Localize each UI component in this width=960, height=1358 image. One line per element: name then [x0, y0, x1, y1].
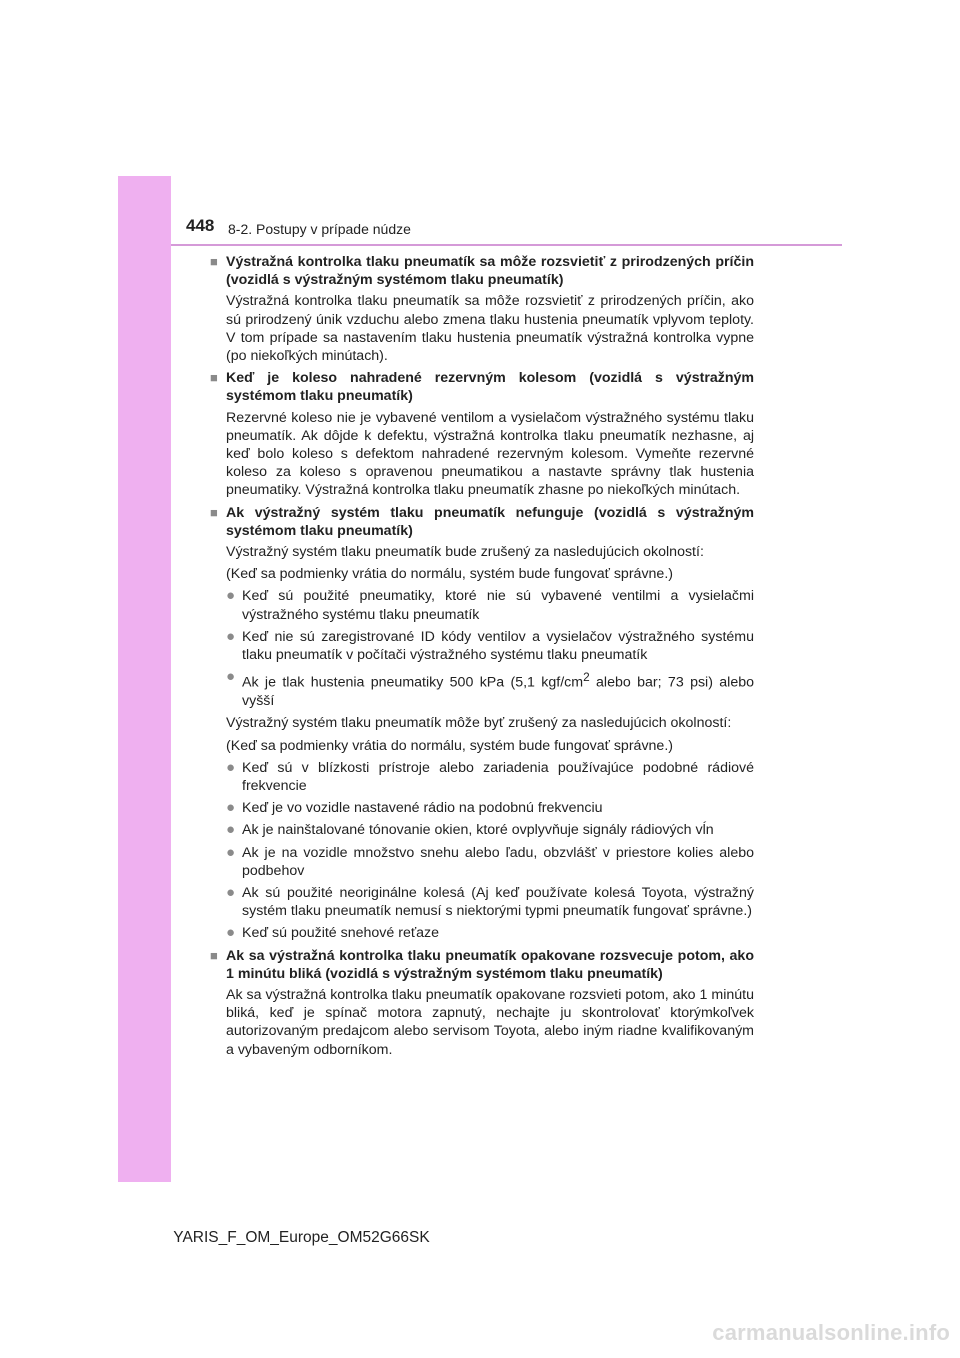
- square-bullet-icon: ■: [210, 504, 218, 520]
- dot-bullet-icon: ●: [226, 821, 236, 839]
- heading-2: ■ Keď je koleso nahradené rezervným kolesom (vozidlá s výstražným systémom tlaku pneumatík): [210, 370, 754, 405]
- paragraph: (Keď sa podmienky vrátia do normálu, systém bude fungovať správne.): [226, 566, 673, 583]
- list-item: ● Ak je nainštalované tónovanie okien, ktoré ovplyvňuje signály rádiových vĺn: [226, 821, 714, 839]
- list-item: ● Keď sú v blízkosti prístroje alebo zariadenia používajúce podobné rádiové frekvencie: [226, 758, 754, 795]
- list-item: ● Ak je tlak hustenia pneumatiky 500 kPa (5,1 kgf/$cm^2$ alebo bar; 73 psi) alebo vyšší: [226, 668, 754, 710]
- header-rule: [171, 244, 842, 246]
- paragraph: Rezervné koleso nie je vybavené ventilom a vysielačom výstražného systému tlaku pneumatík. Ak dôjde k defektu, výstražná kontrolka tlaku pneumatík nezhasne, aj keď bolo koleso s defektom nahradené rezervným kolesom. Vymeňte rezervné koleso za koleso s opravenou pneumatikou a nastavte správny tlak hustenia pneumatiky. Výstražná kontrolka tlaku pneumatík zhasne po niekoľkých minútach.: [226, 409, 754, 499]
- dot-bullet-icon: ●: [226, 843, 236, 861]
- page-content: [210, 253, 754, 1063]
- list-item: ● Ak je na vozidle množstvo snehu alebo ľadu, obzvlášť v priestore kolies alebo podbehov: [226, 843, 754, 879]
- dot-bullet-icon: ●: [226, 627, 236, 645]
- dot-bullet-icon: ●: [226, 758, 236, 776]
- dot-bullet-icon: ●: [226, 587, 236, 605]
- square-bullet-icon: ■: [210, 254, 218, 269]
- square-bullet-icon: ■: [210, 947, 218, 963]
- dot-bullet-icon: ●: [226, 799, 236, 817]
- heading-3: ■ Ak výstražný systém tlaku pneumatík nefunguje (vozidlá s výstražným systémom tlaku pneumatík): [210, 504, 754, 539]
- dot-bullet-icon: ●: [226, 924, 236, 942]
- dot-bullet-icon: ●: [226, 668, 236, 686]
- list-item: ● Keď sú použité pneumatiky, ktoré nie sú vybavené ventilmi a vysielačmi výstražného systému tlaku pneumatík: [226, 587, 754, 623]
- list-item: ● Keď nie sú zaregistrované ID kódy ventilov a vysielačov výstražného systému tlaku pneumatík v počítači výstražného systému tlaku pneumatík: [226, 627, 754, 664]
- list-item: ● Ak sú použité neoriginálne kolesá (Aj keď používate kolesá Toyota, výstražný systém tlaku pneumatík nemusí s niektorými typmi pneumatík fungovať správne.): [226, 884, 754, 920]
- paragraph: Výstražný systém tlaku pneumatík bude zrušený za nasledujúcich okolností:: [226, 544, 704, 561]
- sidebar-tab: [118, 176, 171, 1182]
- square-bullet-icon: ■: [210, 370, 218, 386]
- list-item: ● Keď sú použité snehové reťaze: [226, 924, 440, 942]
- paragraph: Výstražný systém tlaku pneumatík môže byť zrušený za nasledujúcich okolností:: [226, 715, 732, 732]
- heading-1: ■ Výstražná kontrolka tlaku pneumatík sa môže rozsvietiť z prirodzených príčin (vozidlá s výstražným systémom tlaku pneumatík): [210, 254, 754, 289]
- dot-bullet-icon: ●: [226, 884, 236, 902]
- footer-doc-id: YARIS_F_OM_Europe_OM52G66SK: [173, 1229, 430, 1246]
- page-number: 448: [186, 216, 215, 235]
- paragraph: (Keď sa podmienky vrátia do normálu, systém bude fungovať správne.): [226, 737, 673, 754]
- watermark: carmanualsonline.info: [712, 1320, 950, 1345]
- paragraph: Ak sa výstražná kontrolka tlaku pneumatík opakovane rozsvieti potom, ako 1 minútu bliká, keď je spínač motora zapnutý, nechajte ju skontrolovať ktorýmkoľvek autorizovaným predajcom alebo servisom Toyota, alebo iným riadne kvalifikovaným a vybaveným odborníkom.: [226, 987, 754, 1058]
- heading-4: ■ Ak sa výstražná kontrolka tlaku pneumatík opakovane rozsvecuje potom, ako 1 minútu bliká (vozidlá s výstražným systémom tlaku pneumatík): [210, 947, 754, 982]
- section-title: 8-2. Postupy v prípade núdze: [228, 221, 411, 237]
- paragraph: Výstražná kontrolka tlaku pneumatík sa môže rozsvietiť z prirodzených príčin, ako sú prirodzený únik vzduchu alebo zmena tlaku hustenia pneumatík vplyvom teploty. V tom prípade sa nastavením tlaku hustenia pneumatík výstražná kontrolka vypne (po niekoľkých minútach).: [226, 293, 754, 365]
- list-item: ● Keď je vo vozidle nastavené rádio na podobnú frekvenciu: [226, 799, 603, 817]
